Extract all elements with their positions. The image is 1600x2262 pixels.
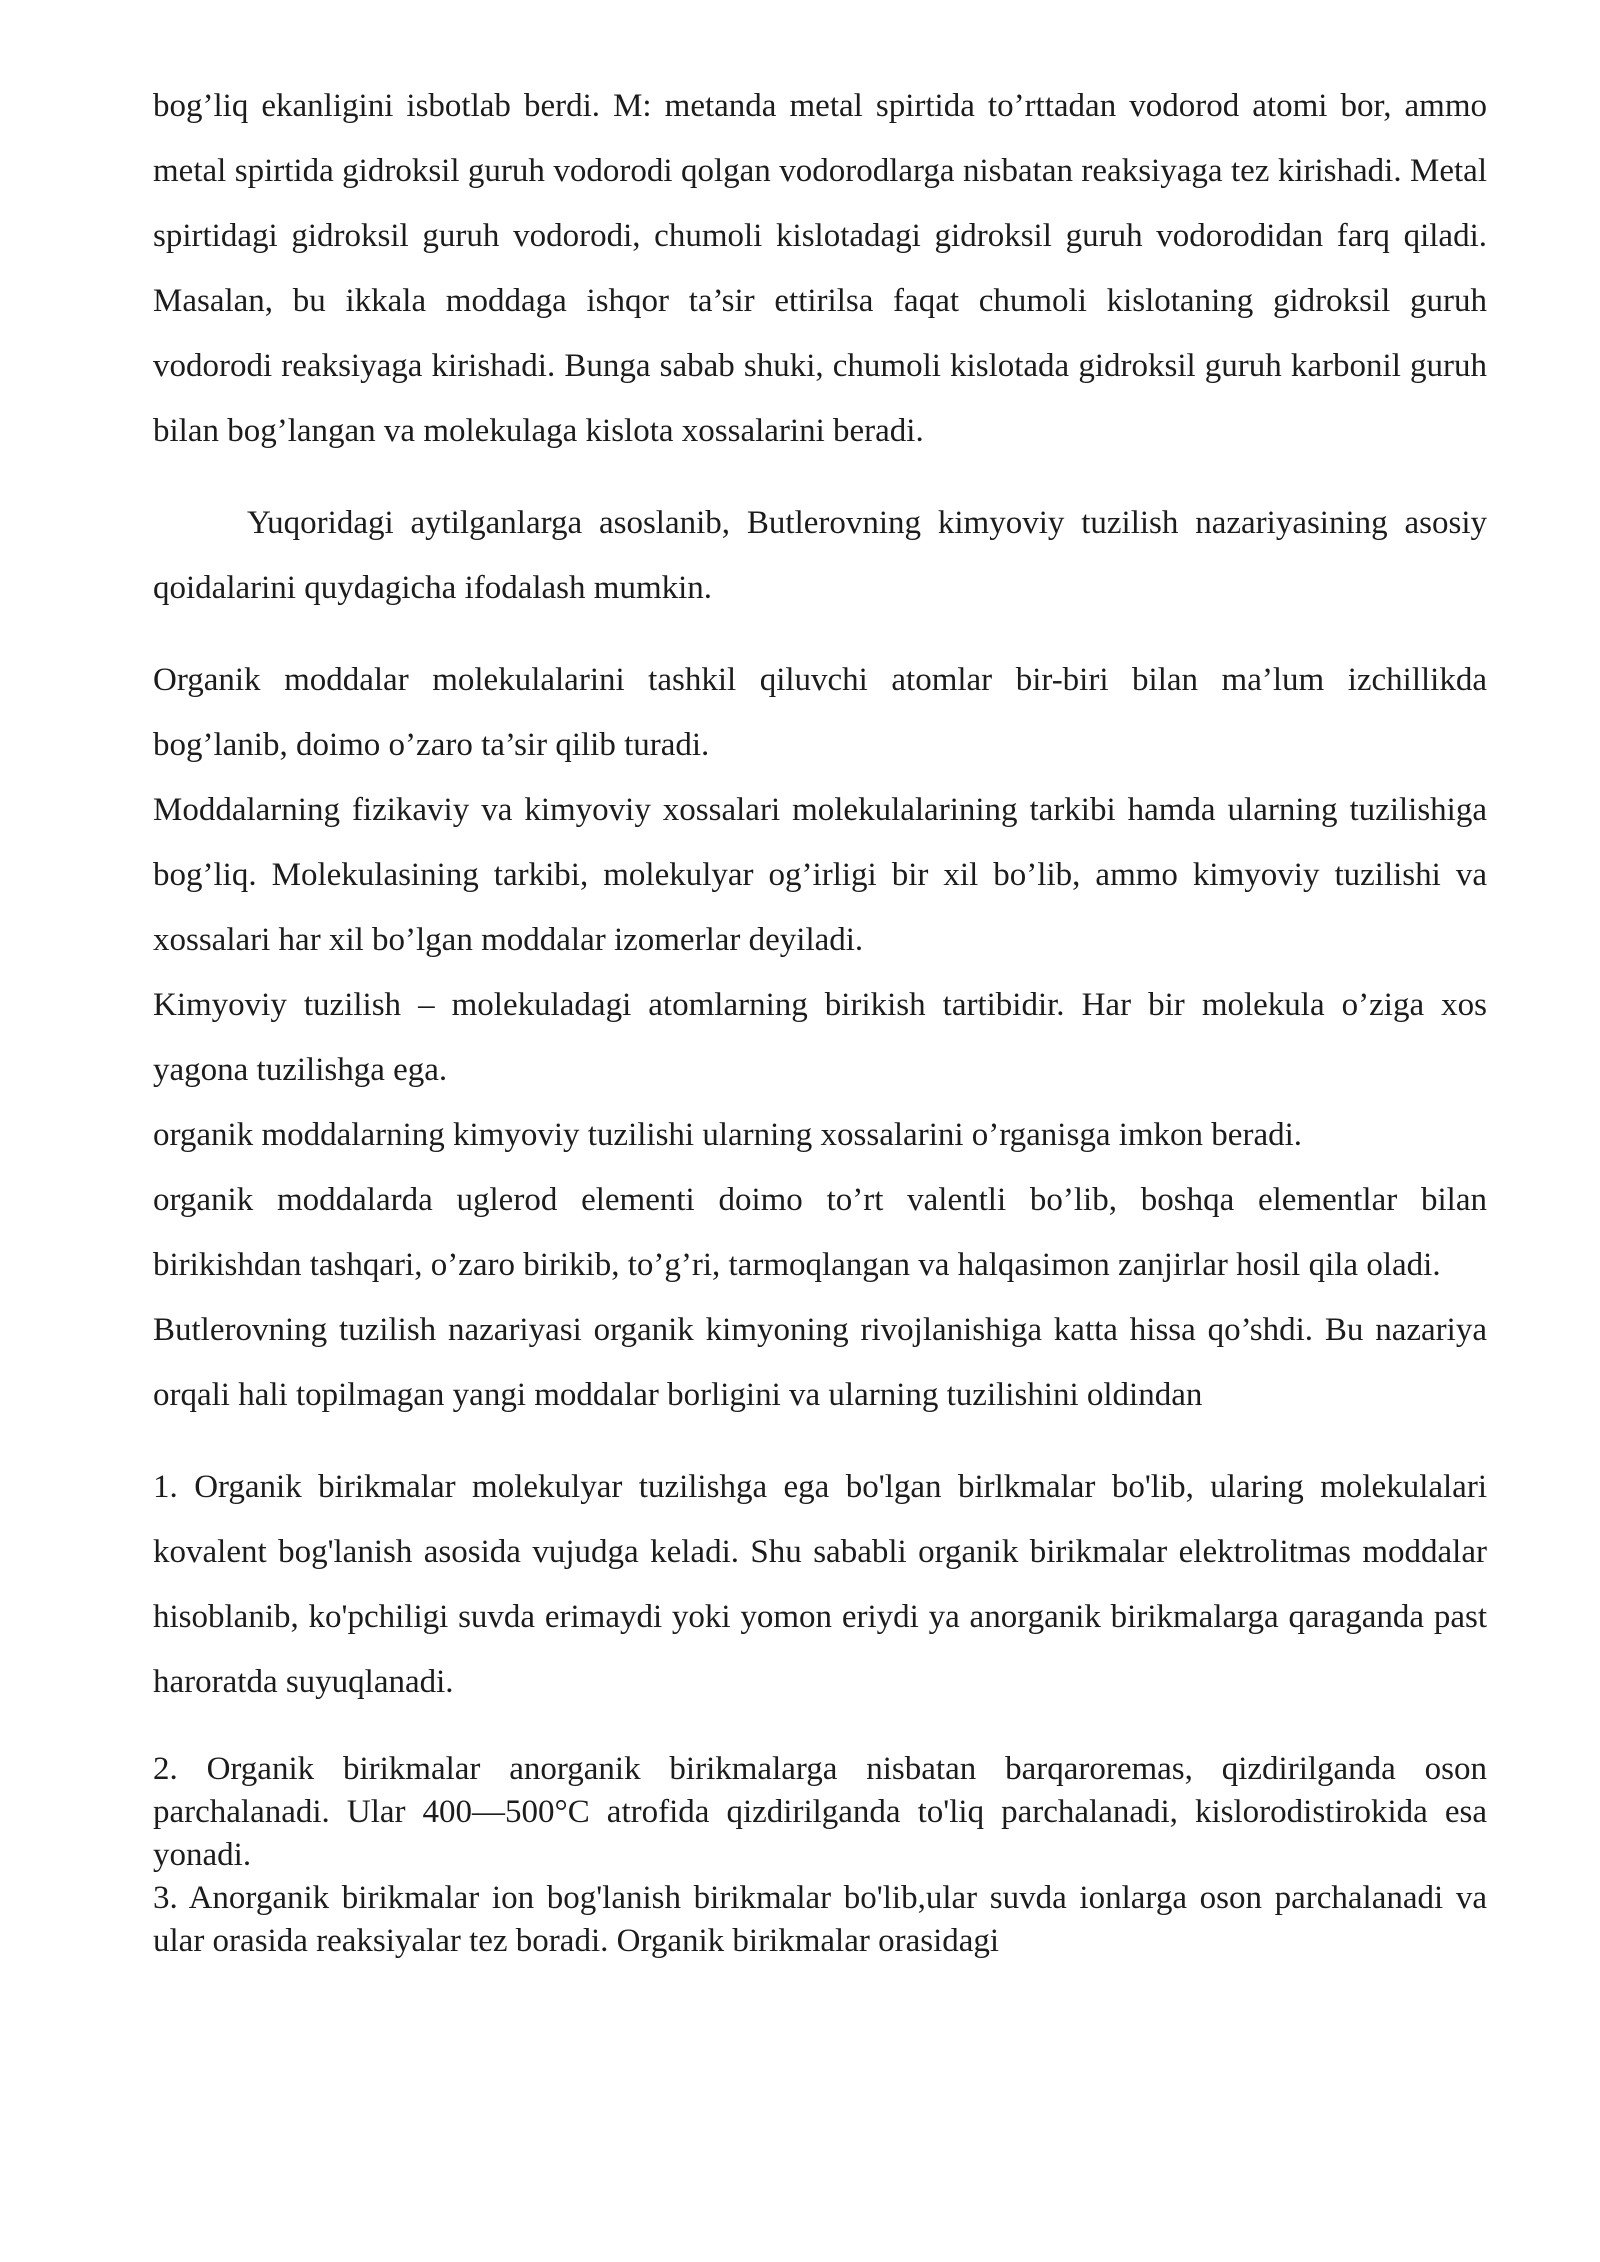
paragraph-point-3: 3. Anorganik birikmalar ion bog'lanish birikmalar bo'lib,ular suvda ionlarga oson parchalanadi va ular orasida reaksiyalar tez boradi. Organik birikmalar orasidagi [153, 1880, 1487, 1959]
paragraph-summary-lead: Yuqoridagi aytilganlarga asoslanib, Butlerovning kimyoviy tuzilish nazariyasining asosiy qoidalarini quydagicha ifodalash mumkin. [153, 505, 1487, 606]
paragraph-rule-carbon: organik moddalarda uglerod elementi doimo to’rt valentli bo’lib, boshqa elementlar bilan birikishdan tashqari, o’zaro birikib, to’g’ri, tarmoqlangan va halqasimon zanjirlar hosil qila oladi. [153, 1182, 1487, 1283]
paragraph-intro: bog’liq ekanligini isbotlab berdi. M: metanda metal spirtida to’rttadan vodorod atomi bor, ammo metal spirtida gidroksil guruh vodorodi qolgan vodorodlarga nisbatan reaksiyaga tez kirishadi. Metal spirtidagi gidroksil guruh vodorodi, chumoli kislotadagi gidroksil guruh vodorodidan farq qiladi. Masalan, bu ikkala moddaga ishqor ta’sir ettirilsa faqat chumoli kislotaning gidroksil guruh vodorodi reaksiyaga kirishadi. Bunga sabab shuki, chumoli kislotada gidroksil guruh karbonil guruh bilan bog’langan va molekulaga kislota xossalarini beradi. [153, 88, 1487, 449]
document-page [153, 74, 1487, 1963]
paragraph-point-2: 2. Organik birikmalar anorganik birikmalarga nisbatan barqaroremas, qizdirilganda oson parchalanadi. Ular 400—500°C atrofida qizdirilganda to'liq parchalanadi, kislorodistirokida esa yonadi. [153, 1751, 1487, 1873]
paragraph-rule-study: organik moddalarning kimyoviy tuzilishi ularning xossalarini o’rganisga imkon beradi. [153, 1117, 1303, 1153]
paragraph-rule-structure: Kimyoviy tuzilish – molekuladagi atomlarning birikish tartibidir. Har bir molekula o’ziga xos yagona tuzilishga ega. [153, 987, 1487, 1088]
paragraph-rule-properties: Moddalarning fizikaviy va kimyoviy xossalari molekulalarining tarkibi hamda ularning tuzilishiga bog’liq. Molekulasining tarkibi, molekulyar og’irligi bir xil bo’lib, ammo kimyoviy tuzilishi va xossalari har xil bo’lgan moddalar izomerlar deyiladi. [153, 792, 1487, 958]
paragraph-point-1: 1. Organik birikmalar molekulyar tuzilishga ega bo'lgan birlkmalar bo'lib, ularing molekulalari kovalent bog'lanish asosida vujudga keladi. Shu sababli organik birikmalar elektrolitmas moddalar hisoblanib, ko'pchiligi suvda erimaydi yoki yomon eriydi ya anorganik birikmalarga qaraganda past haroratda suyuqlanadi. [153, 1469, 1487, 1700]
paragraph-theory-contribution: Butlerovning tuzilish nazariyasi organik kimyoning rivojlanishiga katta hissa qo’shdi. Bu nazariya orqali hali topilmagan yangi moddalar borligini va ularning tuzilishini oldindan [153, 1312, 1487, 1413]
paragraph-rule-atoms: Organik moddalar molekulalarini tashkil qiluvchi atomlar bir-biri bilan ma’lum izchillikda bog’lanib, doimo o’zaro ta’sir qilib turadi. [153, 662, 1487, 763]
